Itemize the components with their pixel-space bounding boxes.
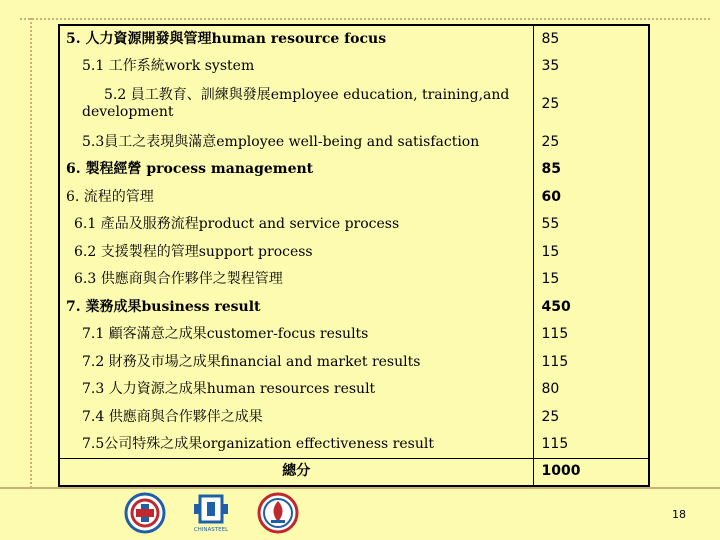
score-table [58,24,650,487]
ring-logo-icon [124,492,166,534]
total-row [59,458,649,486]
row-label: 5.2 員工教育、訓練與發展employee education, training,and development [59,80,533,129]
table-row [59,52,649,79]
table-row [59,376,649,403]
table-row [59,294,649,321]
row-label: 6.3 供應商與合作夥伴之製程管理 [59,266,533,293]
row-points: 60 [541,188,561,205]
row-label: 5. 人力資源開發與管理human resource focus [59,25,533,52]
decorative-top-line [20,18,710,20]
row-label: 6.2 支援製程的管理support process [59,239,533,266]
table-row [59,266,649,293]
row-label: 5.1 工作系統work system [59,52,533,79]
row-label: 7.2 財務及市場之成果financial and market results [59,349,533,376]
row-points: 115 [541,353,569,370]
row-points: 15 [541,243,560,260]
table-row [59,129,649,156]
row-label: 6. 製程經營 process management [59,156,533,183]
table-row [59,80,649,129]
decorative-left-line [30,18,32,488]
row-points: 115 [541,435,569,452]
row-points: 55 [541,216,560,233]
row-points: 25 [541,95,560,112]
row-label: 6. 流程的管理 [59,184,533,211]
row-points: 15 [541,271,560,288]
table-row [59,403,649,430]
decorative-bottom-line [0,487,720,489]
chinasteel-logo-text: CHINASTEEL [193,527,229,533]
row-points: 25 [541,408,560,425]
row-label: 7.3 人力資源之成果human resources result [59,376,533,403]
table-row [59,184,649,211]
table-row [59,239,649,266]
flame-seal-logo-icon [257,492,299,534]
row-points: 80 [541,381,560,398]
table-row [59,211,649,238]
page-number: 18 [672,508,686,521]
row-points: 85 [541,161,561,178]
table-row [59,156,649,183]
row-points: 115 [541,326,569,343]
row-label: 7.4 供應商與合作夥伴之成果 [59,403,533,430]
row-points: 35 [541,57,560,74]
table-row [59,349,649,376]
table-row [59,25,649,52]
total-label: 總分 [59,458,533,486]
table-row [59,321,649,348]
row-label: 5.3員工之表現與滿意employee well-being and satisfaction [59,129,533,156]
row-points: 85 [541,30,560,47]
row-points: 25 [541,134,560,151]
row-label: 7. 業務成果business result [59,294,533,321]
row-label: 7.5公司特殊之成果organization effectiveness result [59,431,533,458]
row-points: 450 [541,298,571,315]
row-label: 7.1 顧客滿意之成果customer-focus results [59,321,533,348]
total-points: 1000 [533,458,649,486]
row-label: 6.1 產品及服務流程product and service process [59,211,533,238]
table-row [59,431,649,458]
chinasteel-logo-icon [190,492,232,534]
